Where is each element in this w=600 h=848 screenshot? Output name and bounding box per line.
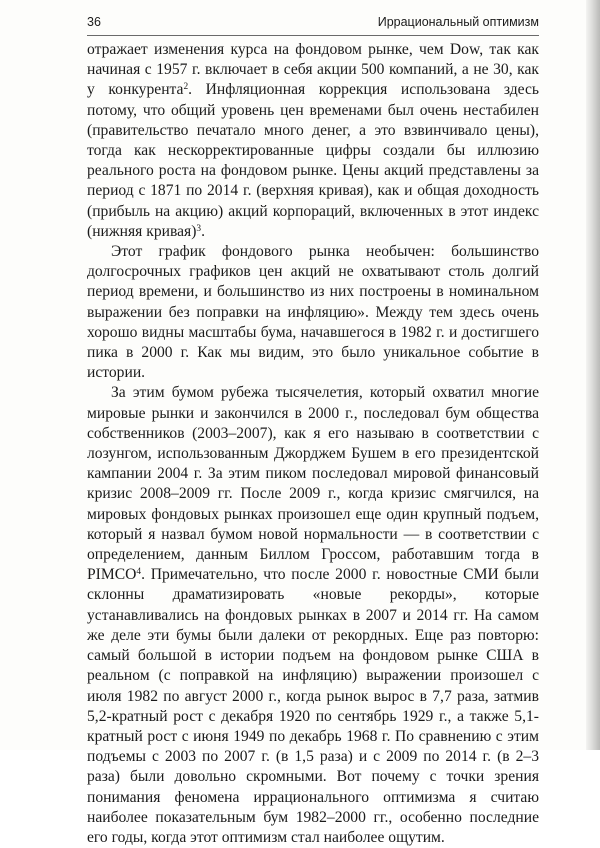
body-text — [87, 40, 539, 848]
page-header — [87, 7, 539, 36]
paragraph-1-text-c: . — [201, 222, 206, 240]
footnote-ref-2: 2 — [183, 82, 189, 93]
paragraph-3-text-a: За этим бумом рубежа тысячелетия, который охватил многие мировые рынки и закончился в 2000 г., последовал бум общества собственников (2003–2007), как я его называю в соответствии с лозунгом, использованным Джорджем Бушем в его президентской кампании 2004 г. За этим пиком последовал мировой финансовый кризис 2008–2009 гг. После 2009 г., когда кризис смягчился, на мировых фондовых рынках произошел еще один крупный подъем, который я назвал бумом новой нормальности — в соответствии с определением, данным Биллом Гроссом, работавшим тогда в PIMCO — [87, 384, 539, 584]
running-title: Иррациональный оптимизм — [377, 15, 539, 29]
footnote-ref-3: 3 — [196, 223, 202, 234]
paragraph-1-text-a: отражает изменения курса на фондовом рынке, чем Dow, так как начиная с 1957 г. включает в себя акции 500 компаний, а не 30, как у конкурента — [87, 41, 539, 99]
page-spine-shadow — [586, 0, 600, 750]
paragraph-3 — [87, 383, 539, 848]
paragraph-1-text-b: . Инфляционная коррекция использована здесь потому, что общий уровень цен временами был очень нестабилен (правительство печатало много денег, а это взвинчивало цены), тогда как нескорректированные цифры создали бы иллюзию реального роста на фондовом рынке. Цены акций представлены за период с 1871 по 2014 г. (верхняя кривая), как и общая доходность (прибыль на акцию) акций корпораций, включенных в этот индекс (нижняя кривая) — [87, 81, 539, 240]
paragraph-3-text-b: . Примечательно, что после 2000 г. новостные СМИ были склонны драматизировать «новые рекорды», которые устанавливались на фондовых рынках в 2007 и 2014 гг. На самом же деле эти бумы были далеки от рекордных. Еще раз повторю: самый большой в истории подъем на фондовом рынке США в реальном (с поправкой на инфляцию) выражении произошел с июля 1982 по август 2000 г., когда рынок вырос в 7,7 раза, затмив 5,2-кратный рост с декабря 1920 по сентябрь 1929 г., а также 5,1-кратный рост с июня 1949 по декабрь 1968 г. По сравнению с этим подъемы с 2003 по 2007 г. (в 1,5 раза) и с 2009 по 2014 г. (в 2–3 раза) были довольно скромными. Вот почему с точки зрения понимания феномена иррационального оптимизма я считаю наиболее показательным бум 1982–2000 гг., особенно последние его годы, когда этот оптимизм стал наиболее ощутим. — [87, 566, 539, 846]
footnote-ref-4: 4 — [136, 567, 142, 578]
paragraph-1 — [87, 40, 539, 242]
page-number: 36 — [87, 15, 101, 29]
paragraph-2: Этот график фондового рынка необычен: большинство долгосрочных графиков цен акций не охватывают столь долгий период времени, и большинство из них построены в номинальном выражении без поправки на инфляцию». Между тем здесь очень хорошо видны масштабы бума, начавшегося в 1982 г. и достигшего пика в 2000 г. Как мы видим, это было уникальное событие в истории. — [87, 243, 539, 382]
